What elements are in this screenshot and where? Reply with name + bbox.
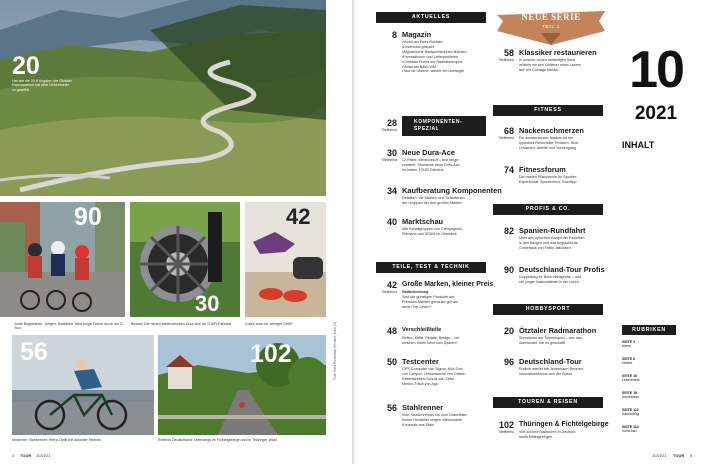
photo-caption: Moderner Stahlrenner: Retro-Optik mit aktueller Technik [12, 438, 101, 442]
desc-line: Die besten Pflanzenöle für Sportler; [519, 175, 578, 179]
entry-title: Deutschland-Tour [519, 357, 582, 366]
left-page-number: 4 [12, 453, 15, 458]
desc-line: erwartet: Shimanos neue Dura-Ace [402, 162, 460, 167]
entry-subline: Titelthema [498, 58, 514, 62]
entry-title: Marktschau [402, 217, 444, 226]
desc-line: Doppelsieg für Bora-Hansgrohe – und [519, 275, 582, 279]
entry-desc [402, 413, 468, 428]
section-header-profis: PROFIS & CO. [493, 204, 603, 215]
section-header-touren: TOUREN & REISEN [493, 397, 603, 408]
entry-subline: Titelthema [498, 430, 514, 434]
entry-page: 50 [386, 357, 397, 367]
entry-page: 74 [503, 165, 514, 175]
desc-line: ein junger Nationalteam in der Lehre [519, 279, 579, 284]
desc-line: Premium-Marken genauso gut wie [402, 299, 459, 304]
desc-line: deren Top-Linien? [402, 304, 432, 309]
entry-page: 96 [503, 357, 514, 367]
desc-line: Shimano und SRAM im Überblick [402, 231, 457, 236]
entry-page: 102 [498, 420, 514, 430]
entry-page: 48 [386, 326, 397, 336]
desc-line: in den Bergen und das unglaubliche [519, 240, 578, 245]
desc-line: Detailiert: die Stärken und Schwächen [402, 196, 465, 200]
desc-line: Comeback von Fabio Jakobsen [519, 245, 571, 250]
desc-line: von Canyon; Lenkertasche von Ortlieb; [402, 371, 466, 376]
entry-page: 58 [503, 48, 514, 58]
bullet: •Tour de l'Avenir: wieder ein Norweger [402, 69, 465, 74]
rubrik-name: Intern [622, 344, 631, 348]
desc-line: Konzepte aus Stahl [402, 422, 434, 427]
entry-page: 28 [386, 118, 397, 128]
rubrik-name: Notiert [622, 361, 633, 365]
entry-bullets [402, 40, 467, 74]
desc-line: Kettenstreben-Schutz von Zefal; [402, 376, 455, 381]
desc-line: auf: ein Colnago Mexico [519, 67, 559, 72]
entry-subline: Titelthema [381, 290, 397, 294]
desc-line: Sind die günstigen Produkte der [402, 294, 455, 299]
rubrik-name: Leserbriefe [622, 378, 640, 382]
entry-desc [519, 175, 577, 185]
bullet: •Fahrradboom und Lieferprobleme [402, 54, 459, 59]
rubrik-item[interactable] [622, 408, 676, 416]
right-footer-magazine: TOUR [673, 453, 685, 458]
entry-desc [402, 336, 459, 346]
desc-line: Vom Straßenrenner bis zum Gravelbike: [402, 413, 468, 417]
entry-title: Ötztaler Radmarathon [519, 326, 597, 335]
desc-line: überwindet, hat es geschafft [519, 340, 566, 345]
entry-title: Deutschland-Tour Profis [519, 265, 605, 274]
desc-line: Endlich wieder ein Jedermann-Rennen! [519, 367, 584, 371]
entry-desc [519, 336, 582, 346]
desc-subtitle: Radbekleidung [402, 290, 429, 294]
photo-number: 42 [286, 204, 311, 229]
rubrik-item[interactable] [622, 374, 676, 382]
entry-title: Kaufberatung Komponenten [402, 186, 502, 195]
rubriken-header: RUBRIKEN [622, 325, 676, 335]
entry-title: Testcenter [402, 357, 439, 366]
desc-line: Merino-Trikot von Agu [402, 381, 438, 386]
photo-number: 102 [250, 340, 292, 368]
rubrik-item[interactable] [622, 340, 676, 348]
desc-line: Alle Schaltgruppen von Campagnolo, [402, 227, 463, 231]
photo-derailleur [130, 202, 240, 317]
desc-line: Expertenrat: Sportlerherz; Buchtipp [519, 179, 577, 184]
desc-line: Kleine Hersteller zeigen interessante [402, 417, 463, 422]
photo-credit: Foto: Gerd Rosenthal, Kirchner, Autor (2) [333, 322, 337, 380]
desc-line: Ursachen, Abhilfe und Vorbeugung [519, 145, 576, 150]
desc-line: Innovationsschub aus der Spitze [519, 371, 573, 376]
entry-desc [519, 236, 584, 251]
rubrik-page: SEITE 6 [622, 357, 636, 361]
bullet: •Vorschau Paris-Roubaix [402, 40, 443, 44]
photo-caption: Junte Begeisterte: Jungen, Radfahrer führt junge Fahrer durch die D-Tour [14, 322, 124, 331]
entry-title: Klassiker restaurieren [519, 48, 597, 57]
photo-riders [0, 202, 125, 317]
entry-page: 40 [386, 217, 397, 227]
desc-line: 12 Ritzel, elektronisch – und lange [402, 158, 459, 162]
section-header-fitness: FITNESS [493, 105, 603, 116]
entry-desc [402, 227, 463, 237]
photo-number: 56 [20, 338, 48, 366]
entry-title: Nackenschmerzen [519, 126, 584, 135]
entry-title: Verschleißteile [402, 327, 442, 333]
rubrik-page: SEITE 114 [622, 425, 639, 429]
entry-subline: Titelthema [498, 136, 514, 140]
entry-desc [519, 275, 581, 285]
neue-serie-label: NEUE SERIE [521, 12, 581, 22]
photo-village-road [158, 335, 326, 435]
entry-subline: Titelthema [381, 158, 397, 162]
photo-number: 30 [195, 291, 220, 316]
left-footer-issue: 10/2021 [36, 453, 51, 458]
entry-page: 56 [386, 403, 397, 413]
desc-line: im harten TOUR-Fahrtest [402, 167, 444, 172]
photo-caption: Erlebnis Deutschland: Unterwegs im Fichtelgebirge und im Thüringer Wald [158, 438, 277, 442]
rubrik-page: SEITE 3 [622, 340, 636, 344]
bullet: •Leserfotos gesucht [402, 44, 435, 49]
bullet: •Afghanische Radsportlerinnen flüchten [402, 49, 467, 54]
entry-desc [402, 158, 460, 173]
desc-line: Ein schmerzender Nacken ist ein [519, 136, 573, 140]
page-gutter [352, 0, 356, 464]
bullet: •Christian Knees zur Radkatastrophe [402, 59, 463, 64]
desc-line: GPS-Computer von Sigma; Mini-Tool [402, 367, 463, 371]
entry-title: Stahlrenner [402, 403, 444, 412]
entry-subline: Titelthema [381, 128, 397, 132]
photo-number: 90 [74, 203, 102, 231]
entry-page: 82 [503, 226, 514, 236]
section-header-komponenten: KOMPONENTEN-SPEZIAL [402, 116, 486, 136]
desc-line: Über den epischen Kampf der Favoriten [519, 236, 585, 240]
entry-title: Magazin [402, 30, 432, 39]
entry-title: Spanien-Rundfahrt [519, 226, 586, 235]
entry-desc [519, 136, 579, 151]
entry-page: 20 [503, 326, 514, 336]
photo-mountain-road [0, 0, 326, 196]
entry-title: Fitnessforum [519, 165, 566, 174]
bullet: •Vorschau Bahn-WM [402, 64, 437, 69]
rubrik-page: SEITE 18 [622, 391, 637, 395]
rubrik-name: Vorschau [622, 429, 637, 433]
entry-desc [402, 290, 458, 310]
entry-page: 68 [503, 126, 514, 136]
desc-line: In unserer neuen dreiteiligen Serie [519, 58, 576, 62]
section-header-teile: TEILE, TEST & TECHNIK [376, 262, 486, 273]
entry-title: Große Marken, kleiner Preis [402, 281, 494, 288]
desc-line: möbeln wir den Oldtimer eines Lesers [519, 62, 581, 67]
rubrik-name: Kaufanfrag [622, 412, 640, 416]
entry-desc [519, 430, 576, 440]
entry-desc [402, 367, 466, 387]
issue-year: 2021 [634, 103, 678, 124]
inhalt-label: INHALT [622, 140, 655, 150]
left-footer-magazine: TOUR [20, 453, 32, 458]
entry-desc [519, 58, 581, 73]
section-header-hobbysport: HOBBYSPORT [493, 304, 603, 315]
rubrik-item[interactable] [622, 357, 676, 365]
entry-title: Thüringen & Fichtelgebirge [519, 421, 609, 428]
rubrik-item[interactable] [622, 391, 676, 399]
entry-title: Neue Dura-Ace [402, 148, 455, 157]
entry-desc [519, 367, 584, 377]
entry-page: 90 [503, 265, 514, 275]
desc-line: der Gruppen der drei großen Marken [402, 200, 463, 205]
entry-desc [402, 196, 465, 206]
neue-serie-sub: TEIL 1 [541, 24, 561, 29]
entry-page: 42 [386, 280, 397, 290]
photo-caption: Hat wie die 20-ff Angabe: der Ötztaler Radmarathon hat viele Höhenmeter zu gewöhlt [12, 79, 72, 92]
right-page-number: 5 [690, 453, 693, 458]
entry-page: 8 [391, 30, 397, 40]
right-footer-issue: 10/2021 [652, 453, 667, 458]
issue-number: 10 [629, 41, 683, 99]
photo-number: 20 [12, 52, 40, 80]
photo-caption: Besser! Die neuen elektronischen Dura-Ace ab TOUR-Fahrtest [131, 322, 232, 326]
photo-caption: Gutes auch für weniger Geld? [245, 322, 293, 326]
desc-line: typisches Rennradler-Problem. Über [519, 140, 579, 145]
desc-line: lands Mittelgebirgen [519, 434, 553, 439]
rubrik-name: Impressum [622, 395, 640, 399]
section-header-aktuelles: AKTUELLES [376, 12, 486, 23]
desc-line: welchen Teilen lohnt sich Sparen? [402, 340, 458, 345]
entry-page: 34 [386, 186, 397, 196]
rubrik-page: SEITE 16 [622, 374, 637, 378]
desc-line: Vier schöne Radtouren in Deutsch- [519, 430, 577, 434]
desc-line: Reifen, Kette, Pedale, Beläge – bei [402, 336, 460, 340]
entry-page: 30 [386, 148, 397, 158]
rubrik-page: SEITE 112 [622, 408, 639, 412]
rubrik-item[interactable] [622, 425, 676, 433]
desc-line: Showdown am Timmelsjoch – wer das [519, 336, 582, 340]
